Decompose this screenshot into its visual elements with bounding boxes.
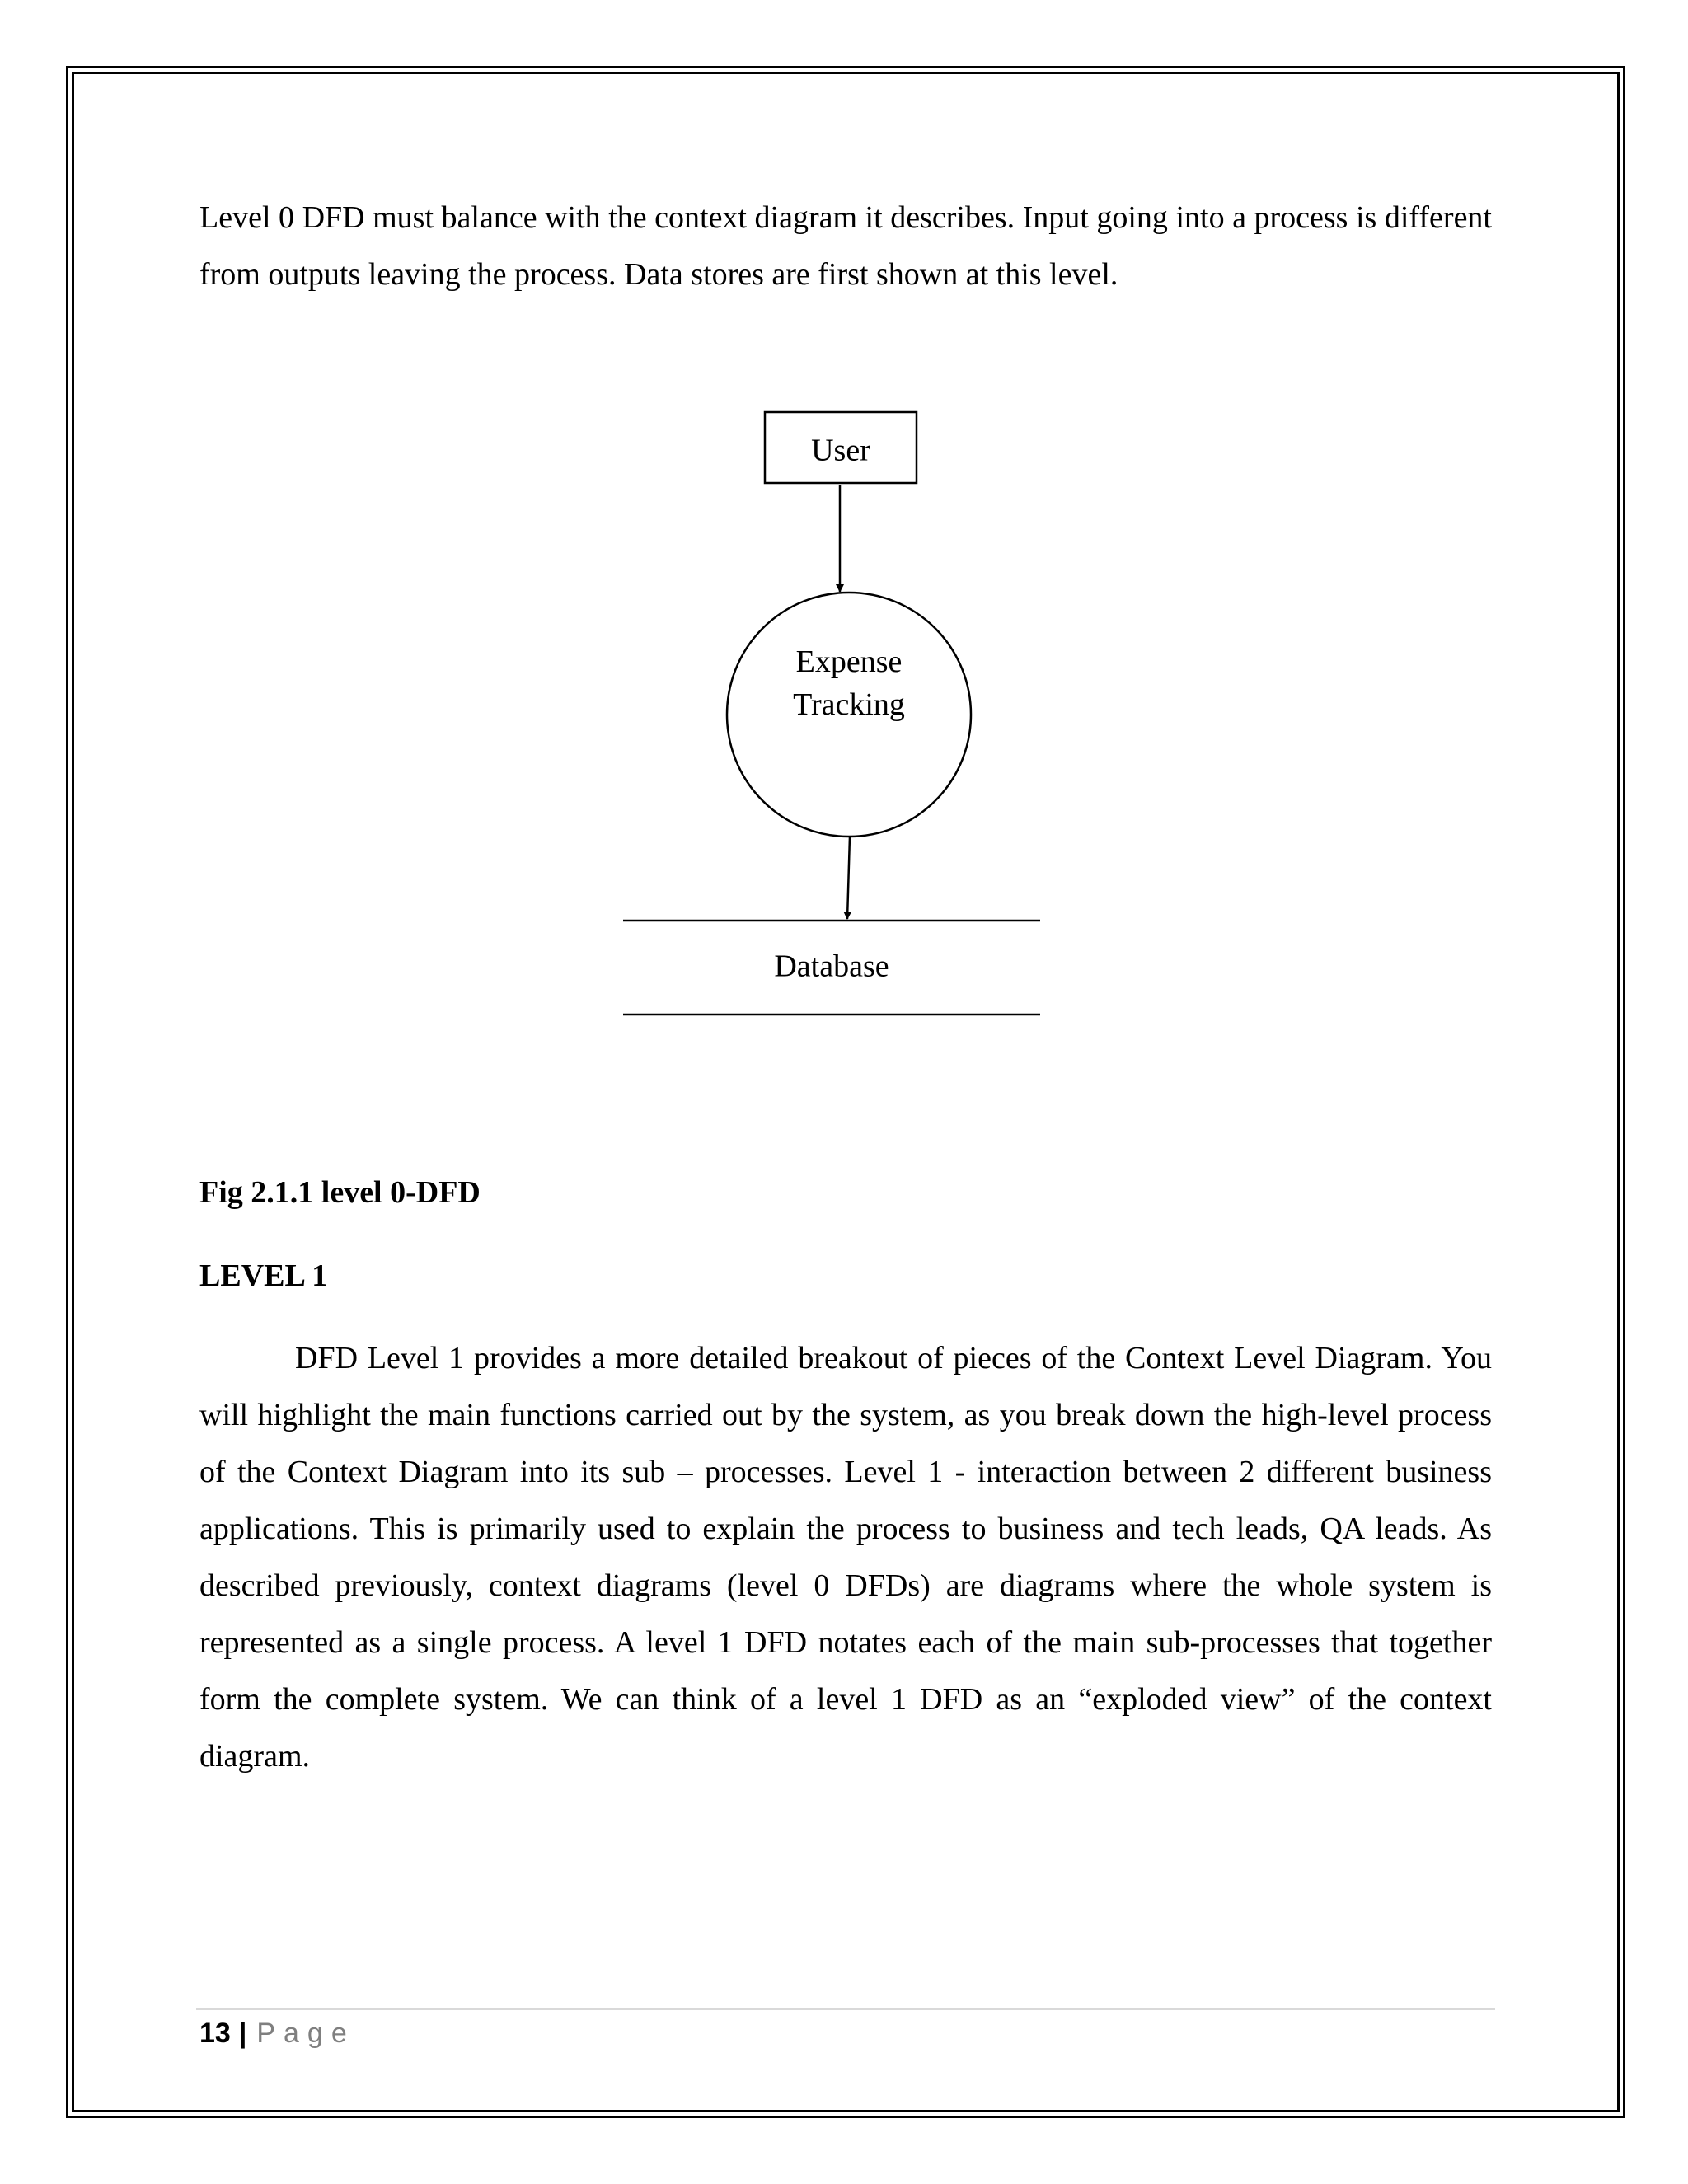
process-to-datastore-arrow xyxy=(847,837,850,919)
section-heading: LEVEL 1 xyxy=(199,1258,328,1293)
datastore-label: Database xyxy=(774,949,889,984)
user-entity-label: User xyxy=(811,433,870,468)
page-word: Page xyxy=(256,2018,355,2049)
process-label-line2: Tracking xyxy=(793,687,905,722)
footer-divider xyxy=(196,2008,1495,2010)
level1-paragraph: DFD Level 1 provides a more detailed breakout of pieces of the Context Level Diagram. You will highlight the main functions carried out by the system, as you break down the high-level process of the Context Diagram into its sub – processes. Level 1 - interaction between 2 different business applications. This is primarily used to explain the process to business and tech leads, QA leads. As described previously, context diagrams (level 0 DFDs) are diagrams where the whole system is represented as a single process. A level 1 DFD notates each of the main sub-processes that together form the complete system. We can think of a level 1 DFD as an “exploded view” of the context diagram. xyxy=(199,1341,1492,1774)
figure-caption: Fig 2.1.1 level 0-DFD xyxy=(199,1175,481,1210)
page-footer xyxy=(199,2014,355,2052)
process-label-line1: Expense xyxy=(795,644,903,679)
intro-paragraph: Level 0 DFD must balance with the context diagram it describes. Input going into a process is different from outputs leaving the process. Data stores are first shown at this level. xyxy=(199,200,1492,292)
user-entity xyxy=(765,412,917,483)
expense-tracking-process xyxy=(727,593,971,837)
database-datastore xyxy=(623,921,1040,1015)
page-number: 13 xyxy=(199,2018,231,2049)
footer-separator: | xyxy=(238,2018,247,2049)
